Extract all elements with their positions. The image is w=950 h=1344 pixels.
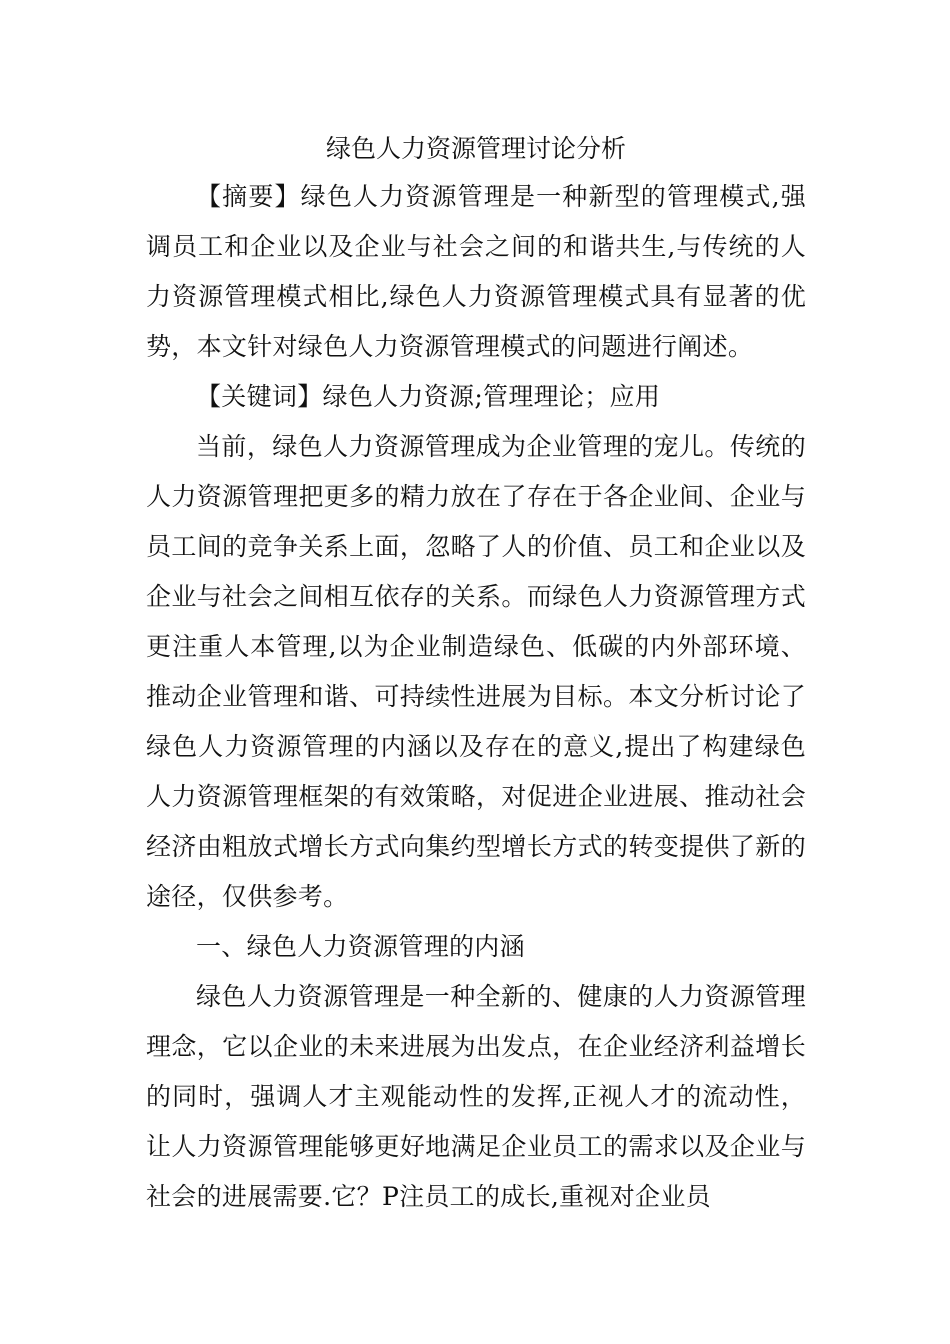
keywords-paragraph [146,372,806,422]
intro-paragraph: 当前，绿色人力资源管理成为企业管理的宠儿。传统的人力资源管理把更多的精力放在了存在于各企业间、企业与员工间的竞争关系上面，忽略了人的价值、员工和企业以及企业与社会之间相互依存的关系。而绿色人力资源管理方式更注重人本管理,以为企业制造绿色、低碳的内外部环境、推动企业管理和谐、可持续性进展为目标。本文分析讨论了绿色人力资源管理的内涵以及存在的意义,提出了构建绿色人力资源管理框架的有效策略，对促进企业进展、推动社会经济由粗放式增长方式向集约型增长方式的转变提供了新的途径，仅供参考。 [146,432,806,911]
abstract-label: 【摘要】 [196,182,301,211]
keywords-label: 【关键词】 [196,382,323,411]
section-heading: 一、绿色人力资源管理的内涵 [196,932,525,961]
section-paragraph: 绿色人力资源管理是一种全新的、健康的人力资源管理理念，它以企业的未来进展为出发点，在企业经济利益增长的同时，强调人才主观能动性的发挥,正视人才的流动性，让人力资源管理能够更好地满足企业员工的需求以及企业与社会的进展需要.它？P注员工的成长,重视对企业员 [146,982,806,1211]
document-title: 绿色人力资源管理讨论分析 [325,134,626,163]
abstract-paragraph [146,172,806,372]
keywords-text: 绿色人力资源;管理理论；应用 [322,382,661,411]
document-body [146,126,806,1222]
abstract-text: 绿色人力资源管理是一种新型的管理模式,强调员工和企业以及企业与社会之间的和谐共生,与传统的人力资源管理模式相比,绿色人力资源管理模式具有显著的优势，本文针对绿色人力资源管理模式的问题进行阐述。 [146,182,806,361]
